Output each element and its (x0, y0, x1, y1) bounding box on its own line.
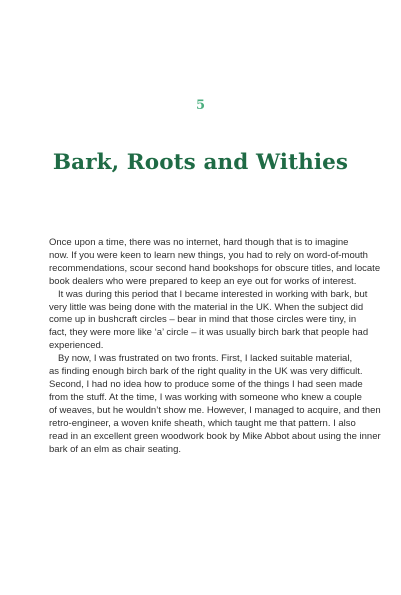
text-line: bark of an elm as chair seating. (49, 443, 182, 455)
text-line: experienced. (49, 340, 104, 352)
text-line: very little was being done with the material in the UK. When the subject did (49, 301, 364, 313)
paragraph-2 (49, 288, 369, 354)
text-line: It was during this period that I became interested in working with bark, but (58, 288, 368, 300)
text-line: now. If you were keen to learn new things, you had to rely on word-of-mouth (49, 249, 368, 261)
chapter-title: Bark, Roots and Withies (52, 150, 349, 175)
text-line: retro-engineer, a woven knife sheath, which taught me that pattern. I also (49, 417, 356, 429)
text-line: from the stuff. At the time, I was working with someone who knew a couple (49, 391, 362, 403)
chapter-number: 5 (195, 98, 206, 113)
paragraph-3 (49, 353, 381, 456)
text-line: fact, they were more like ‘a’ circle – it was usually birch bark that people had (49, 327, 369, 339)
text-line: book dealers who were prepared to keep an eye out for works of interest. (49, 275, 357, 287)
text-line: of weaves, but he wouldn’t show me. However, I managed to acquire, and then (49, 404, 381, 416)
text-line: recommendations, scour second hand bookshops for obscure titles, and locate (49, 262, 381, 274)
chapter-body (49, 237, 381, 456)
text-line: Second, I had no idea how to produce some of the things I had seen made (49, 378, 363, 390)
text-line: read in an excellent green woodwork book by Mike Abbot about using the inner (49, 430, 381, 442)
paragraph-1 (49, 237, 381, 289)
text-line: as finding enough birch bark of the right quality in the UK was very difficult. (49, 366, 363, 378)
text-line: come up in bushcraft circles – bear in mind that those circles were tiny, in (49, 314, 357, 326)
text-line: By now, I was frustrated on two fronts. First, I lacked suitable material, (58, 353, 353, 365)
text-line: Once upon a time, there was no internet, hard though that is to imagine (49, 237, 349, 248)
